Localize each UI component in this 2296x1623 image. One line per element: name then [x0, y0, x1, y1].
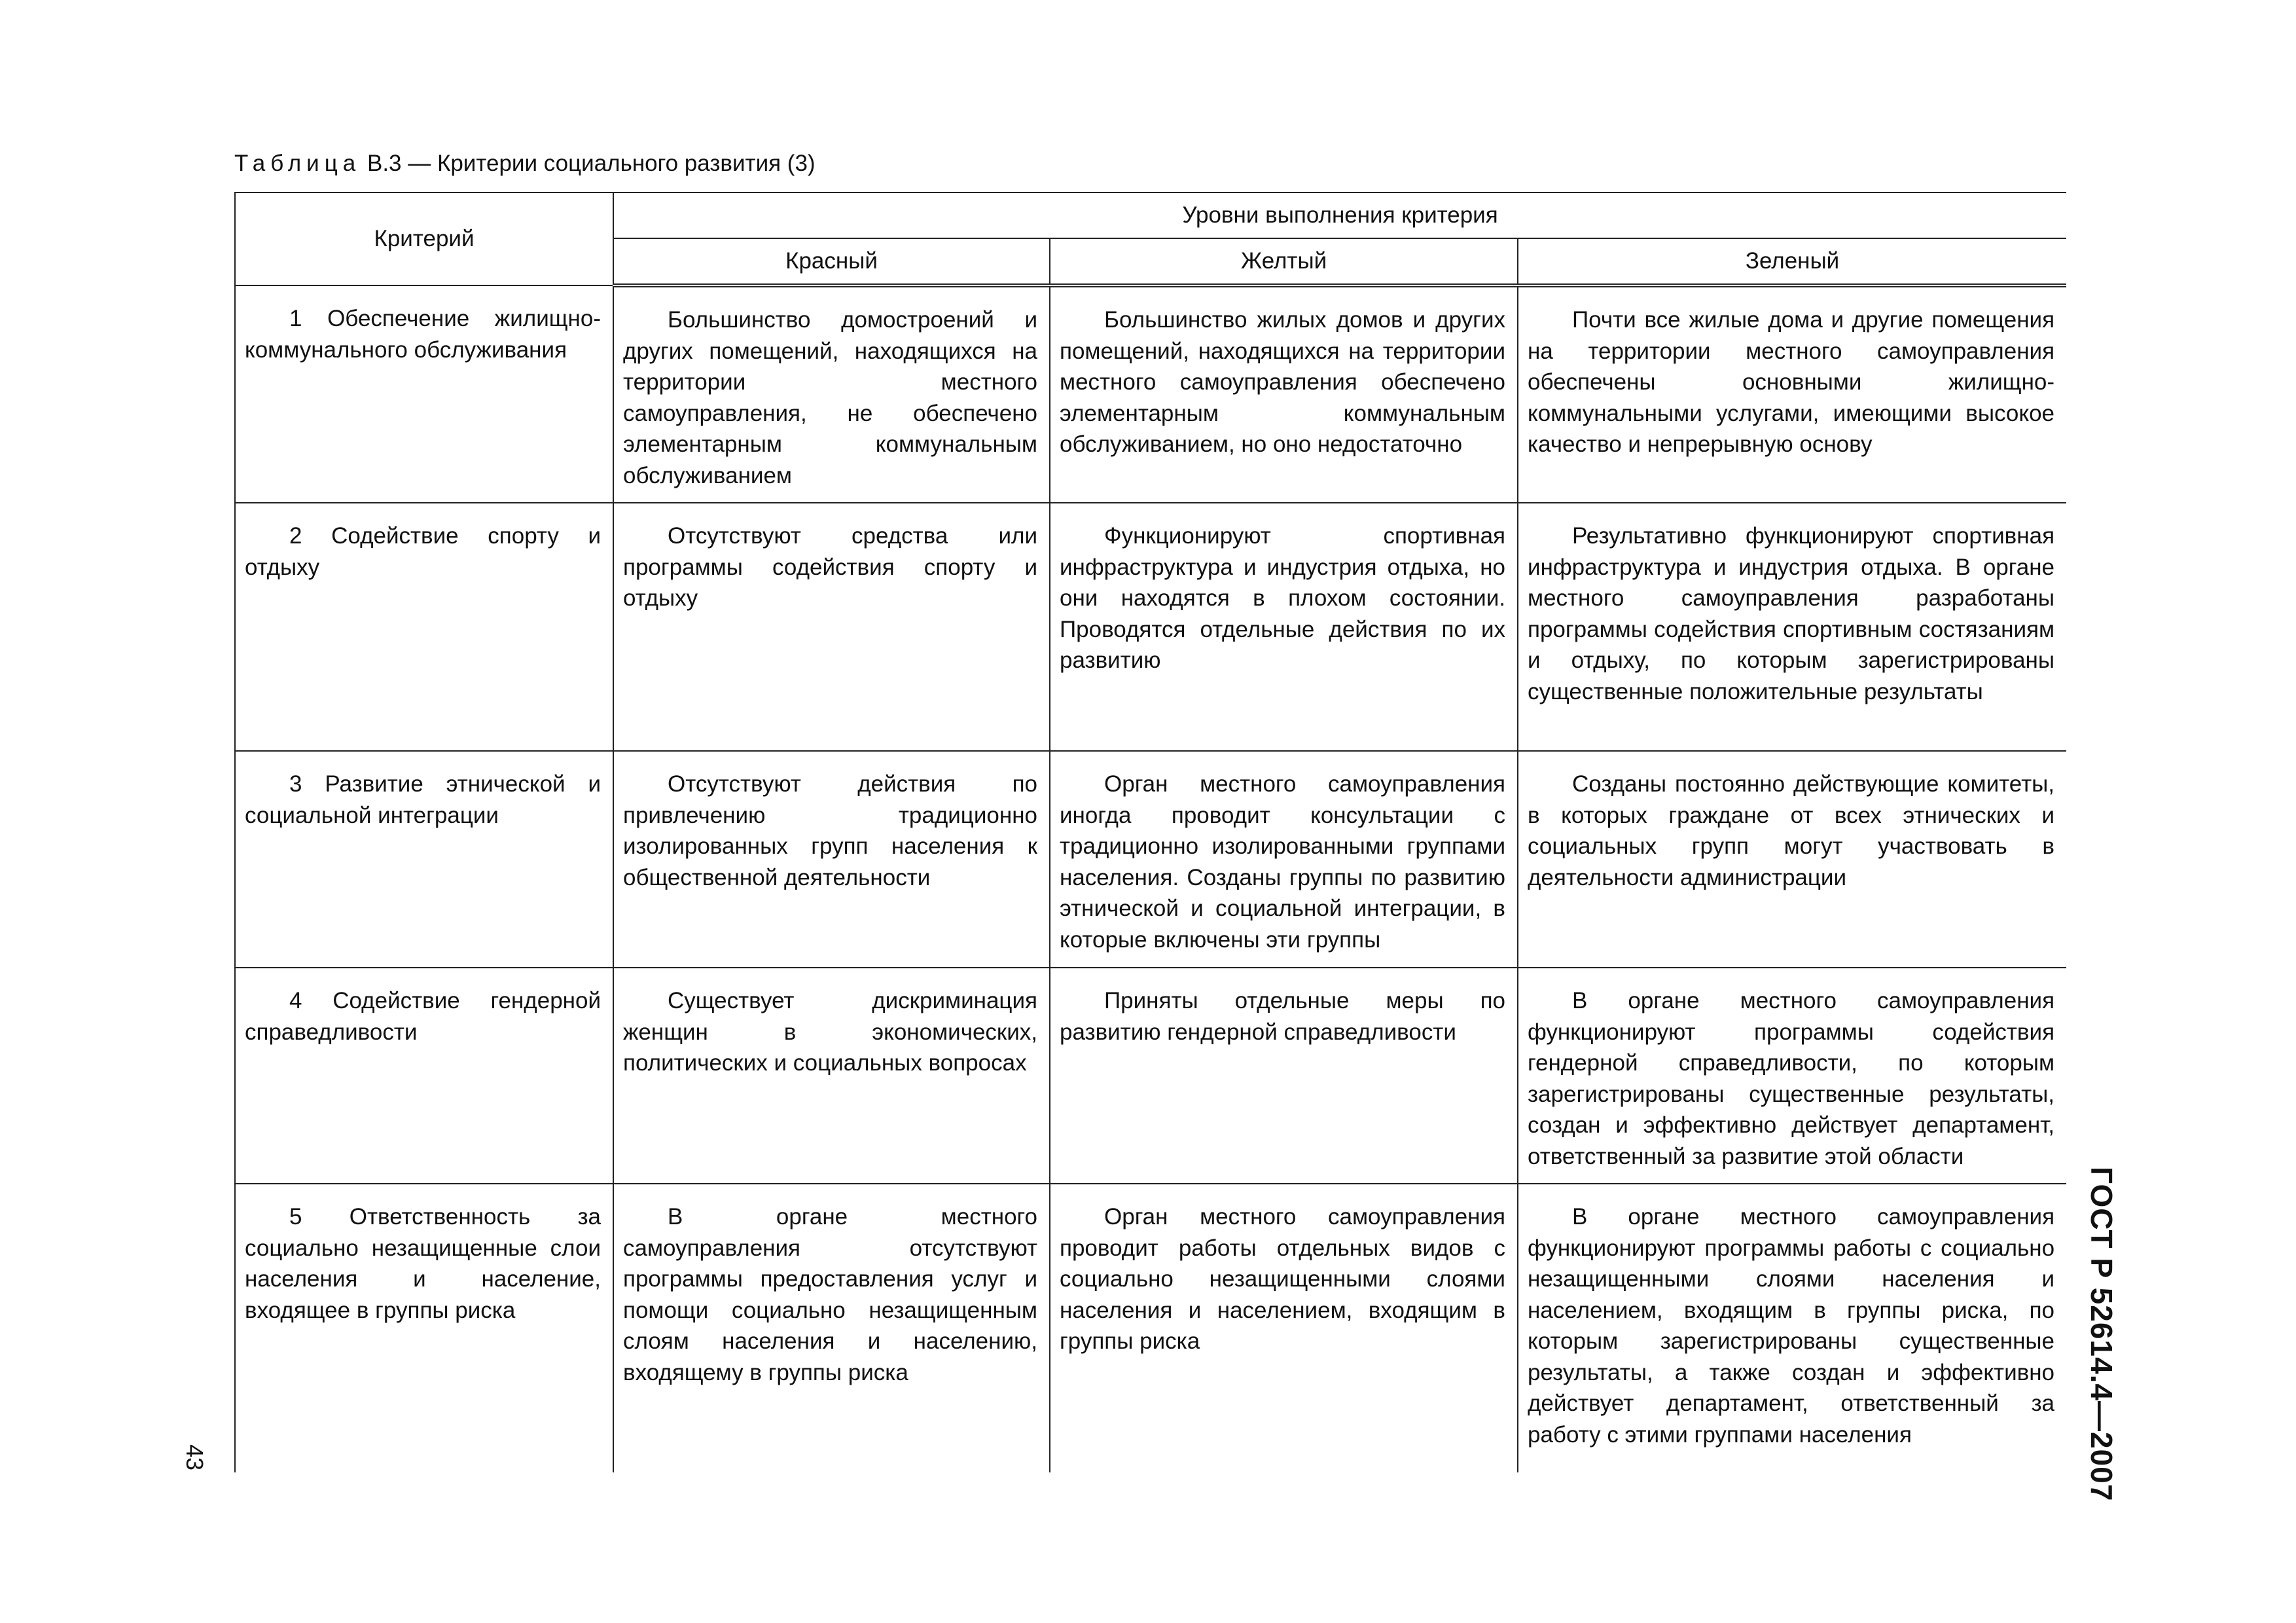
red-level-cell: Отсутствуют средства или программы содействия спорту и отдыху: [613, 503, 1050, 751]
caption-prefix: Таблица: [234, 151, 361, 176]
caption-text: В.3 — Критерии социального развития (3): [367, 151, 816, 176]
red-level-cell: Большинство домостроений и других помещений, находящихся на территории местного самоуправления, не обеспечено элементарным коммунальным обслуживанием: [613, 285, 1050, 503]
table-row: [235, 751, 2066, 968]
green-level-cell: Почти все жилые дома и другие помещения на территории местного самоуправления обеспечены основными жилищно-коммунальными услугами, имеющими высокое качество и непрерывную основу: [1518, 285, 2066, 503]
header-yellow: Желтый: [1050, 238, 1518, 285]
yellow-level-cell: Большинство жилых домов и других помещений, находящихся на территории местного самоуправления обеспечено элементарным коммунальным обслуживанием, но оно недостаточно: [1050, 285, 1518, 503]
criterion-cell: 3 Развитие этнической и социальной интеграции: [235, 751, 613, 968]
criterion-cell: 1 Обеспечение жилищно-коммунального обслуживания: [235, 285, 613, 503]
table-row: [235, 285, 2066, 503]
criteria-table: [234, 192, 2066, 1472]
criterion-cell: 5 Ответственность за социально незащищенные слои населения и население, входящее в группы риска: [235, 1184, 613, 1472]
page-number: 43: [181, 1444, 208, 1471]
header-green: Зеленый: [1518, 238, 2066, 285]
table-caption: [234, 149, 816, 178]
criterion-cell: 4 Содействие гендерной справедливости: [235, 968, 613, 1184]
header-levels: Уровни выполнения критерия: [613, 192, 2066, 238]
green-level-cell: В органе местного самоуправления функционируют программы работы с социально незащищенными слоями населения и населением, входящим в группы риска, по которым зарегистрированы существенные результаты, а также создан и эффективно действует департамент, ответственный за работу с этими группами населения: [1518, 1184, 2066, 1472]
red-level-cell: Отсутствуют действия по привлечению традиционно изолированных групп населения к общественной деятельности: [613, 751, 1050, 968]
yellow-level-cell: Орган местного самоуправления иногда проводит консультации с традиционно изолированными группами населения. Созданы группы по развитию этнической и социальной интеграции, в которые включены эти группы: [1050, 751, 1518, 968]
red-level-cell: Существует дискриминация женщин в экономических, политических и социальных вопросах: [613, 968, 1050, 1184]
green-level-cell: В органе местного самоуправления функционируют программы содействия гендерной справедливости, по которым зарегистрированы существенные результаты, создан и эффективно действует департамент, ответственный за развитие этой области: [1518, 968, 2066, 1184]
green-level-cell: Результативно функционируют спортивная инфраструктура и индустрия отдыха. В органе местного самоуправления разработаны программы содействия спортивным состязаниям и отдыху, по которым зарегистрированы существенные положительные результаты: [1518, 503, 2066, 751]
table-row: [235, 503, 2066, 751]
yellow-level-cell: Приняты отдельные меры по развитию гендерной справедливости: [1050, 968, 1518, 1184]
yellow-level-cell: Орган местного самоуправления проводит работы отдельных видов с социально незащищенными слоями населения и населением, входящим в группы риска: [1050, 1184, 1518, 1472]
criterion-cell: 2 Содействие спорту и отдыху: [235, 503, 613, 751]
yellow-level-cell: Функционируют спортивная инфраструктура и индустрия отдыха, но они находятся в плохом состоянии. Проводятся отдельные действия по их развитию: [1050, 503, 1518, 751]
standard-designation: ГОСТ Р 52614.4—2007: [2085, 1167, 2119, 1502]
table-row: [235, 1184, 2066, 1472]
green-level-cell: Созданы постоянно действующие комитеты, в которых граждане от всех этнических и социальных групп могут участвовать в деятельности администрации: [1518, 751, 2066, 968]
header-red: Красный: [613, 238, 1050, 285]
criteria-table-container: [234, 192, 2066, 1475]
table-row: [235, 968, 2066, 1184]
header-criterion: Критерий: [235, 192, 613, 285]
red-level-cell: В органе местного самоуправления отсутствуют программы предоставления услуг и помощи социально незащищенным слоям населения и населению, входящему в группы риска: [613, 1184, 1050, 1472]
